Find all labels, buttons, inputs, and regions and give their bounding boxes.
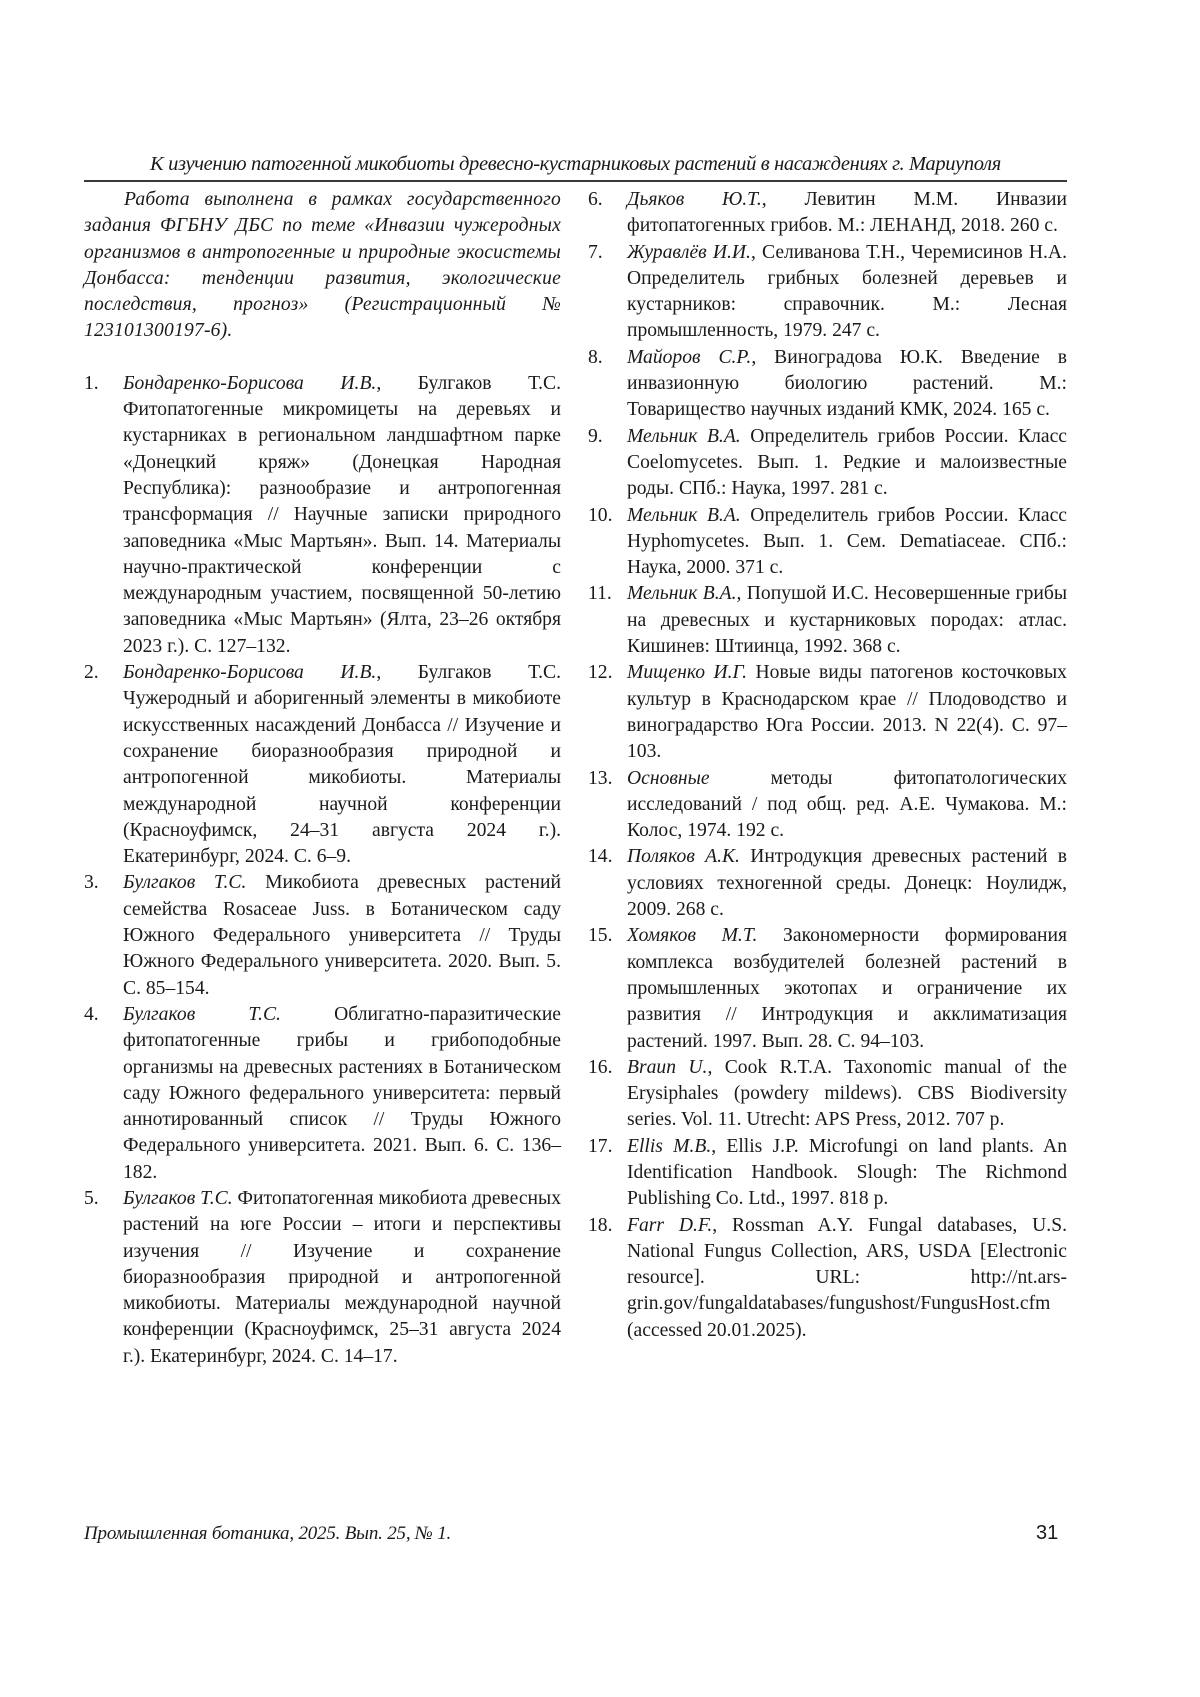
reference-text: Закономерности формирования комплекса возбудителей болезней растений в промышленных экотопах и ограничение их развития // Интродукция и акклиматизация растений. 1997. Вып. 28. С. 94–103. xyxy=(627,925,1068,1052)
reference-author: Журавлёв И.И. xyxy=(627,241,751,263)
reference-author: Булгаков Т.С. xyxy=(123,1187,233,1209)
reference-text: , Виноградова Ю.К. Введение в инвазионную биологию растений. М.: Товарищество научных изданий КМК, 2024. 165 с. xyxy=(627,346,1067,421)
left-column xyxy=(84,187,561,1370)
reference-number: 1. xyxy=(84,372,99,394)
reference-author: Дьяков Ю.Т. xyxy=(627,189,762,210)
reference-item xyxy=(588,1134,1067,1213)
running-title: К изучению патогенной микобиоты древесно-кустарниковых растений в насаждениях г. Мариуполя xyxy=(150,153,1001,175)
reference-item xyxy=(588,424,1067,503)
right-column xyxy=(588,187,1067,1344)
reference-author: Бондаренко-Борисова И.В. xyxy=(123,372,377,394)
reference-author: Майоров С.Р. xyxy=(627,346,752,368)
reference-number: 16. xyxy=(588,1056,613,1078)
reference-text: Фитопатогенная микобиота древесных растений на юге России – итоги и перспективы изучения // Изучение и сохранение биоразнообразия природной и антропогенной микобиоты. Материалы международной научной конференции (Красноуфимск, 25–31 августа 2024 г.). Екатеринбург, 2024. С. 14–17. xyxy=(123,1187,561,1367)
reference-number: 3. xyxy=(84,872,99,894)
reference-text: , Левитин М.М. Инвазии фитопатогенных грибов. М.: ЛЕНАНД, 2018. 260 с. xyxy=(627,189,1067,237)
reference-text: Облигатно-паразитические фитопатогенные грибы и грибоподобные организмы на древесных растениях в Ботаническом саду Южного федерального университета: первый аннотированный список // Труды Южного Федерального университета. 2021. Вып. 6. С. 136–182. xyxy=(123,1003,561,1183)
reference-author: Мельник В.А. xyxy=(627,583,737,605)
reference-number: 7. xyxy=(588,241,603,263)
reference-number: 2. xyxy=(84,662,99,684)
reference-author: Бондаренко-Борисова И.В. xyxy=(123,662,377,684)
reference-text: , Селиванова Т.Н., Черемисинов Н.А. Определитель грибных болезней деревьев и кустарников: справочник. М.: Лесная промышленность, 1979. 247 с. xyxy=(627,241,1067,342)
reference-number: 12. xyxy=(588,662,613,684)
reference-item xyxy=(588,766,1067,845)
header-rule xyxy=(84,180,1067,182)
reference-text: методы фитопатологических исследований / под общ. ред. А.Е. Чумакова. М.: Колос, 1974. 192 с. xyxy=(627,767,1067,842)
reference-author: Ellis M.B. xyxy=(627,1135,712,1157)
reference-text: Интродукция древесных растений в условиях техногенной среды. Донецк: Ноулидж, 2009. 268 с. xyxy=(627,846,1067,921)
reference-number: 4. xyxy=(84,1003,99,1025)
reference-item xyxy=(84,870,561,1001)
reference-number: 18. xyxy=(588,1214,613,1236)
reference-number: 14. xyxy=(588,846,613,868)
page-number: 31 xyxy=(1036,1522,1059,1544)
reference-item xyxy=(588,660,1067,765)
reference-author: Braun U. xyxy=(627,1056,708,1078)
reference-number: 11. xyxy=(588,583,612,605)
reference-author: Булгаков Т.С. xyxy=(123,1003,281,1025)
reference-number: 15. xyxy=(588,925,613,947)
reference-number: 8. xyxy=(588,346,603,368)
reference-text: Микобиота древесных растений семейства Rosaceae Juss. в Ботаническом саду Южного Федерального университета // Труды Южного Федерального университета. 2020. Вып. 5. С. 85–154. xyxy=(123,872,561,999)
reference-author: Мельник В.А. xyxy=(627,425,741,447)
reference-number: 9. xyxy=(588,425,603,447)
reference-item xyxy=(588,503,1067,582)
reference-item xyxy=(588,240,1067,345)
reference-author: Мельник В.А. xyxy=(627,504,741,526)
footer-journal-citation: Промышленная ботаника, 2025. Вып. 25, № 1. xyxy=(84,1523,452,1544)
reference-item xyxy=(84,1186,561,1370)
reference-item xyxy=(588,345,1067,424)
reference-item xyxy=(84,660,561,870)
reference-author: Булгаков Т.С. xyxy=(123,872,247,894)
reference-item xyxy=(588,844,1067,923)
reference-item xyxy=(84,371,561,660)
reference-text: , Cook R.T.A. Taxonomic manual of the Erysiphales (powdery mildews). CBS Biodiversity series. Vol. 11. Utrecht: APS Press, 2012. 707 p. xyxy=(627,1056,1068,1131)
reference-author: Основные xyxy=(627,767,710,789)
reference-text: Определитель грибов России. Класс Hyphomycetes. Вып. 1. Сем. Dematiaceae. СПб.: Наука, 2000. 371 с. xyxy=(627,504,1067,579)
reference-item xyxy=(84,1002,561,1186)
reference-list-left xyxy=(84,371,561,1370)
reference-text: Определитель грибов России. Класс Coelomycetes. Вып. 1. Редкие и малоизвестные роды. СПб.: Наука, 1997. 281 с. xyxy=(627,425,1067,500)
reference-text: , Попушой И.С. Несовершенные грибы на древесных и кустарниковых породах: атлас. Кишинев: Штиинца, 1992. 368 с. xyxy=(627,583,1067,658)
reference-author: Farr D.F. xyxy=(627,1214,713,1236)
reference-number: 5. xyxy=(84,1187,99,1209)
reference-number: 10. xyxy=(588,504,613,526)
acknowledgement: Работа выполнена в рамках государственного задания ФГБНУ ДБС по теме «Инвазии чужеродных организмов в антропогенные и природные экосистемы Донбасса: тенденции развития, экологические последствия, прогноз» (Регистрационный № 123101300197-6). xyxy=(84,189,561,342)
reference-text: , Булгаков Т.С. Чужеродный и аборигенный элементы в микобиоте искусственных насаждений Донбасса // Изучение и сохранение биоразнообразия природной и антропогенной микобиоты. Материалы международной научной конференции (Красноуфимск, 24–31 августа 2024 г.). Екатеринбург, 2024. С. 6–9. xyxy=(123,662,561,868)
reference-item xyxy=(588,923,1067,1054)
reference-item xyxy=(588,1213,1067,1344)
reference-author: Поляков А.К. xyxy=(627,846,740,868)
reference-text: Новые виды патогенов косточковых культур в Краснодарском крае // Плодоводство и виноградарство Юга России. 2013. N 22(4). С. 97–103. xyxy=(627,662,1067,763)
reference-item xyxy=(588,1055,1067,1134)
reference-text: , Булгаков Т.С. Фитопатогенные микромицеты на деревьях и кустарниках в региональном ландшафтном парке «Донецкий кряж» (Донецкая Народная Республика): разнообразие и антропогенная трансформация // Научные записки природного заповедника «Мыс Мартьян». Вып. 14. Материалы научно-практической конференции с международным участием, посвященной 50-летию заповедника «Мыс Мартьян» (Ялта, 23–26 октября 2023 г.). С. 127–132. xyxy=(123,372,561,657)
reference-text: , Ellis J.P. Microfungi on land plants. An Identification Handbook. Slough: The Richmond Publishing Co. Ltd., 1997. 818 p. xyxy=(627,1135,1067,1210)
reference-item xyxy=(588,581,1067,660)
reference-number: 6. xyxy=(588,189,603,210)
reference-author: Мищенко И.Г. xyxy=(627,662,748,684)
reference-number: 13. xyxy=(588,767,613,789)
reference-author: Хомяков М.Т. xyxy=(627,925,758,947)
reference-item xyxy=(588,187,1067,240)
reference-number: 17. xyxy=(588,1135,613,1157)
reference-text: , Rossman A.Y. Fungal databases, U.S. National Fungus Collection, ARS, USDA [Electronic resource]. URL: http://nt.ars-grin.gov/fungaldatabases/fungushost/FungusHost.cfm (accessed 20.01.2025). xyxy=(627,1214,1067,1341)
reference-list-right xyxy=(588,187,1067,1344)
